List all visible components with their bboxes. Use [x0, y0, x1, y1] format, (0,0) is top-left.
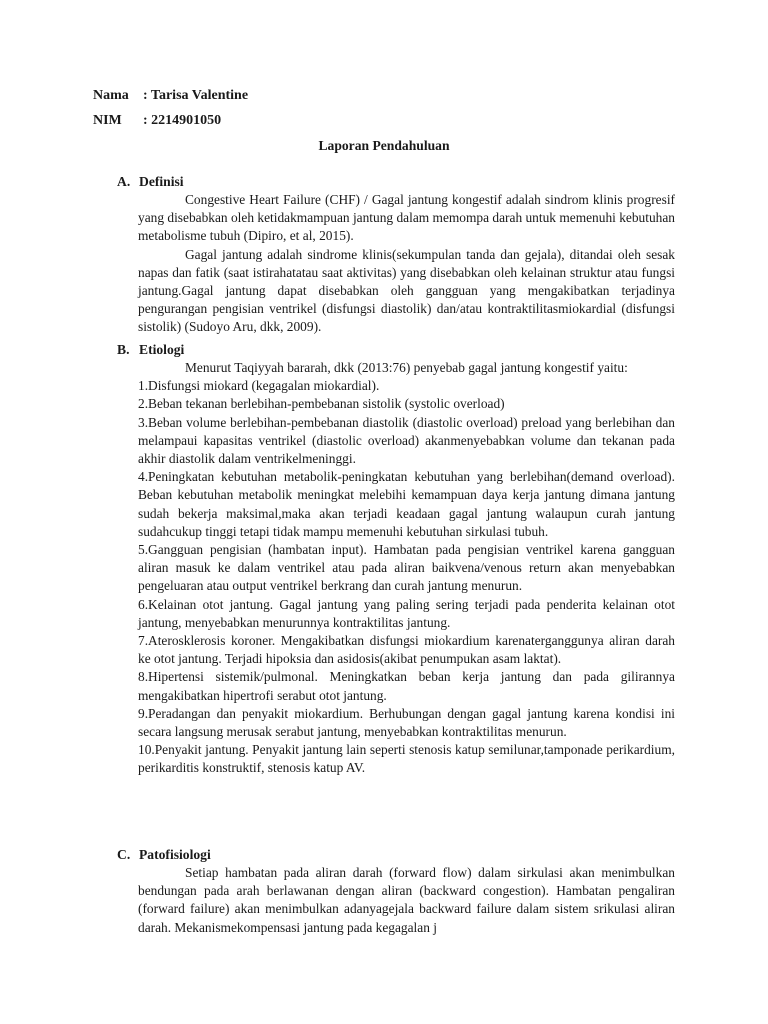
section-heading-etiologi [117, 341, 675, 359]
paragraph: Menurut Taqiyyah bararah, dkk (2013:76) penyebab gagal jantung kongestif yaitu: [185, 360, 628, 375]
section-definisi [117, 173, 675, 337]
list-item: 10.Penyakit jantung. Penyakit jantung lain seperti stenosis katup semilunar,tamponade perikardium, perikarditis konstruktif, stenosis katup AV. [138, 742, 675, 776]
list-item: 1.Disfungsi miokard (kegagalan miokardial). [138, 378, 380, 394]
section-title: Patofisiologi [139, 847, 211, 862]
nim-label: NIM [93, 113, 122, 128]
section-patofisiologi [117, 846, 675, 937]
list-item: 3.Beban volume berlebihan-pembebanan diastolik (diastolic overload) preload yang berlebihan dan melampaui kapasitas ventrikel (diastolic overload) akanmenyebabkan volume dan tekanan pada akhir diastolik dalam ventrikelmeninggi. [138, 414, 675, 467]
paragraph: Gagal jantung adalah sindrome klinis(sekumpulan tanda dan gejala), ditandai oleh sesak napas dan fatik (saat istirahatatau saat aktivitas) yang disebabkan oleh kelainan struktur atau fungsi jantung.Gagal jantung dapat disebabkan oleh gangguan yang mengakibatkan terjadinya pengurangan pengisian ventrikel (disfungsi diastolik) dan/atau kontraktilitasmiokardial (disfungsi sistolik) (Sudoyo Aru, dkk, 2009). [138, 246, 675, 335]
nim-value: : 2214901050 [143, 113, 222, 128]
document-title: Laporan Pendahuluan [318, 138, 450, 153]
section-title: Etiologi [139, 342, 185, 357]
section-letter: C. [117, 847, 131, 862]
nim-row [93, 113, 221, 129]
list-item: 7.Aterosklerosis koroner. Mengakibatkan disfungsi miokardium karenaterganggunya aliran darah ke otot jantung. Terjadi hipoksia dan asidosis(akibat penumpukan asam laktat). [138, 633, 675, 667]
name-value: : Tarisa Valentine [143, 88, 249, 103]
section-body [138, 191, 675, 337]
paragraph: Setiap hambatan pada aliran darah (forward flow) dalam sirkulasi akan menimbulkan bendungan pada arah berlawanan dengan aliran (backward congestion). Hambatan pengaliran (forward failure) akan menimbulkan adanyagejala backward failure dalam sistem srikulasi aliran darah. Mekanismekompensasi jantung pada kegagalan j [138, 865, 675, 935]
list-item: 4.Peningkatan kebutuhan metabolik-peningkatan kebutuhan yang berlebihan(demand overload). Beban kebutuhan metabolik meningkat melebihi kemampuan daya kerja jantung dimana jantung sudah bekerja maksimal,maka akan terjadi keadaan gagal jantung walaupun curah jantung sudahcukup tinggi tetapi tidak mampu memenuhi kebutuhan sirkulasi tubuh. [138, 469, 675, 539]
list-item: 6.Kelainan otot jantung. Gagal jantung yang paling sering terjadi pada penderita kelainan otot jantung, menyebabkan menurunnya kontraktilitas jantung. [138, 596, 675, 630]
section-body [138, 864, 675, 937]
section-letter: A. [117, 174, 131, 189]
section-letter: B. [117, 342, 130, 357]
list-item: 9.Peradangan dan penyakit miokardium. Berhubungan dengan gagal jantung karena kondisi ini secara langsung merusak serabut jantung, menyebabkan kontraktilitas menurun. [138, 705, 675, 740]
section-heading-patofisiologi [117, 846, 675, 864]
paragraph: Congestive Heart Failure (CHF) / Gagal jantung kongestif adalah sindrom klinis progresif yang disebabkan oleh ketidakmampuan jantung dalam memompa darah untuk memenuhi kebutuhan metabolisme tubuh (Dipiro, et al, 2015). [138, 192, 675, 244]
name-label: Nama [93, 88, 129, 103]
list-item: 8.Hipertensi sistemik/pulmonal. Meningkatkan beban kerja jantung dan pada gilirannya mengakibatkan hipertrofi serabut otot jantung. [138, 669, 675, 703]
name-row [93, 88, 248, 104]
section-body [138, 359, 675, 778]
section-etiologi [117, 341, 675, 778]
list-item: 5.Gangguan pengisian (hambatan input). Hambatan pada pengisian ventrikel karena gangguan aliran masuk ke dalam ventrikel atau pada aliran baikvena/venous return akan menyebabkan pengeluaran atau output ventrikel berkrang dan curah jantung menurun. [138, 542, 675, 594]
section-title: Definisi [139, 174, 184, 189]
section-heading-definisi [117, 173, 675, 191]
list-item: 2.Beban tekanan berlebihan-pembebanan sistolik (systolic overload) [138, 396, 505, 412]
